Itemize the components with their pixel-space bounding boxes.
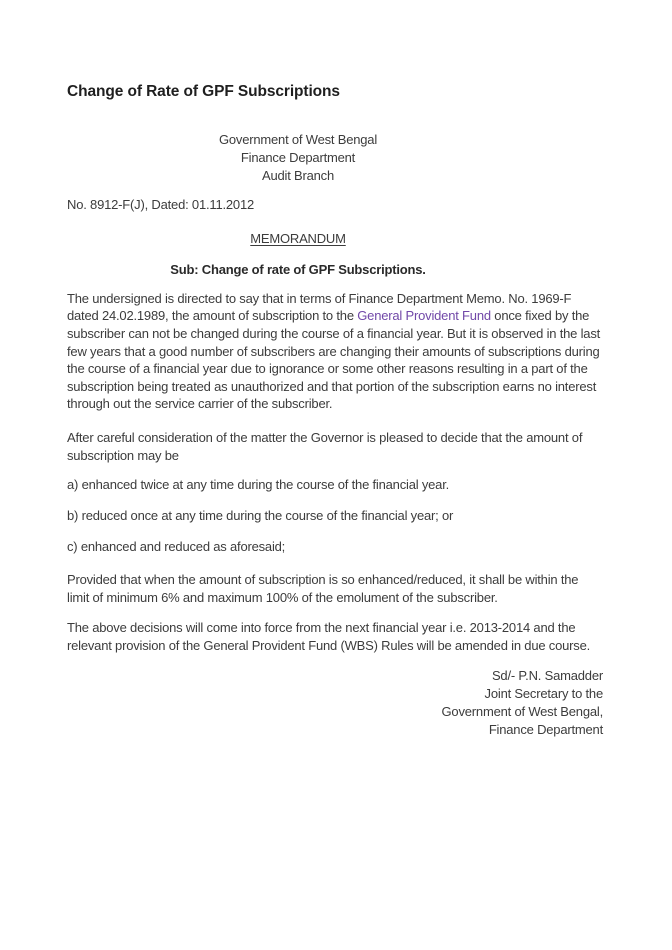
- list-item-b: b) reduced once at any time during the course of the financial year; or: [67, 507, 454, 523]
- signature-name: Sd/- P.N. Samadder: [491, 668, 603, 684]
- org-header: [67, 131, 529, 185]
- body-paragraph-4: The above decisions will come into force from the next financial year i.e. 2013-2014 and the relevant provision of the General Provident Fund (WBS) Rules will be amended in due course.: [67, 620, 591, 653]
- memorandum-heading: MEMORANDUM: [250, 230, 346, 246]
- paragraph-1-text-after-link: once fixed by the subscriber can not be changed during the course of a financial year. But it is observed in the last few years that a good number of subscribers are changing their amounts of subscriptions during the course of a financial year due to ignorance or some other reasons resulting in a part of the subscription being treated as unauthorized and that portion of the subscription earns no interest through out the service carrier of the subscriber.: [67, 308, 601, 412]
- signature-department: Finance Department: [488, 722, 603, 738]
- list-item-c: c) enhanced and reduced as aforesaid;: [67, 539, 286, 555]
- paragraph-1-text-before-link: The undersigned is directed to say that in terms of Finance Department Memo. No. 1969-F dated 24.02.1989, the amount of subscription to the: [67, 290, 572, 324]
- body-paragraph-3: Provided that when the amount of subscription is so enhanced/reduced, it shall be within the limit of minimum 6% and maximum 100% of the emolument of the subscriber.: [67, 571, 579, 605]
- list-item-a: a) enhanced twice at any time during the course of the financial year.: [67, 477, 450, 493]
- page-title: Change of Rate of GPF Subscriptions: [67, 83, 340, 100]
- memo-reference-number: No. 8912-F(J), Dated: 01.11.2012: [67, 197, 255, 212]
- signature-designation: Joint Secretary to the: [484, 686, 603, 702]
- org-line-government: Government of West Bengal: [218, 132, 378, 147]
- body-paragraph-2: After careful consideration of the matter the Governor is pleased to decide that the amount of subscription may be: [67, 429, 583, 463]
- org-line-department: Finance Department: [240, 150, 356, 165]
- subject-line: Sub: Change of rate of GPF Subscriptions.: [170, 262, 426, 278]
- signature-government: Government of West Bengal,: [441, 704, 603, 720]
- org-line-branch: Audit Branch: [261, 168, 335, 183]
- general-provident-fund-link[interactable]: General Provident Fund: [357, 308, 491, 324]
- body-paragraph-1: [67, 290, 603, 413]
- signature-block: [67, 667, 603, 739]
